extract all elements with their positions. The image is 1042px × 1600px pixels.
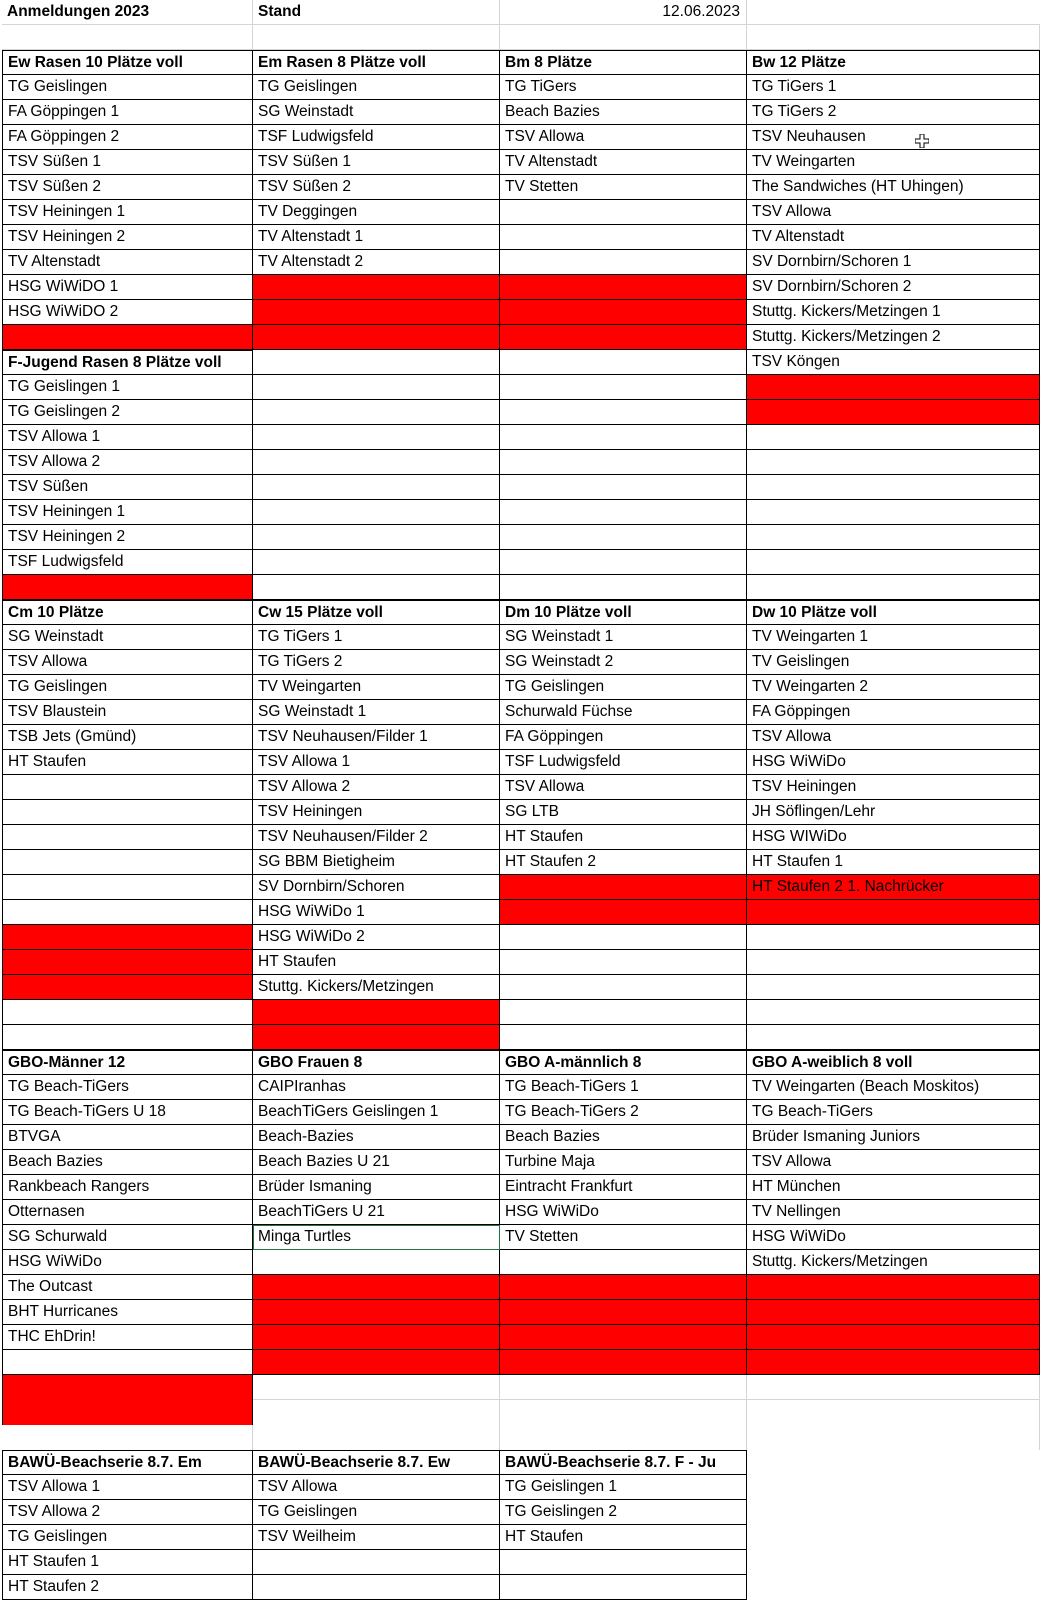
- team-entry[interactable]: TV Altenstadt: [747, 225, 1040, 250]
- empty-cell[interactable]: [747, 925, 1040, 950]
- empty-cell[interactable]: [2, 875, 253, 900]
- team-entry[interactable]: Beach Bazies U 21: [253, 1150, 500, 1175]
- empty-cell[interactable]: [500, 1400, 747, 1425]
- empty-cell[interactable]: [747, 0, 1040, 25]
- team-entry[interactable]: Beach-Bazies: [253, 1125, 500, 1150]
- empty-cell[interactable]: [747, 500, 1040, 525]
- team-entry[interactable]: TV Weingarten 1: [747, 625, 1040, 650]
- team-entry[interactable]: TG Geislingen 2: [2, 400, 253, 425]
- empty-cell[interactable]: [747, 25, 1040, 50]
- team-entry[interactable]: Schurwald Füchse: [500, 700, 747, 725]
- team-entry[interactable]: TSV Allowa: [747, 1150, 1040, 1175]
- team-entry[interactable]: TG Geislingen 2: [500, 1500, 747, 1525]
- empty-cell[interactable]: [500, 450, 747, 475]
- team-entry[interactable]: Otternasen: [2, 1200, 253, 1225]
- team-entry[interactable]: THC EhDrin!: [2, 1325, 253, 1350]
- empty-cell[interactable]: [2, 1000, 253, 1025]
- sheet-title[interactable]: Anmeldungen 2023: [2, 0, 253, 25]
- team-entry[interactable]: TV Stetten: [500, 1225, 747, 1250]
- team-entry[interactable]: HT Staufen: [2, 750, 253, 775]
- empty-cell[interactable]: [253, 1425, 500, 1450]
- team-entry[interactable]: HSG WiWiDO 2: [2, 300, 253, 325]
- team-entry[interactable]: HSG WiWiDo: [747, 750, 1040, 775]
- team-entry[interactable]: TSV Heiningen 1: [2, 500, 253, 525]
- empty-cell[interactable]: [747, 1425, 1040, 1450]
- team-entry[interactable]: JH Söflingen/Lehr: [747, 800, 1040, 825]
- empty-cell[interactable]: [2, 1425, 253, 1450]
- empty-cell[interactable]: [500, 1550, 747, 1575]
- empty-cell[interactable]: [500, 975, 747, 1000]
- team-entry[interactable]: TV Altenstadt: [2, 250, 253, 275]
- team-entry[interactable]: FA Göppingen 2: [2, 125, 253, 150]
- team-entry[interactable]: TG Geislingen 1: [500, 1475, 747, 1500]
- section-header-gbo_frauen[interactable]: GBO Frauen 8: [253, 1050, 500, 1075]
- team-entry[interactable]: TG TiGers 1: [253, 625, 500, 650]
- empty-cell[interactable]: [500, 1000, 747, 1025]
- team-entry[interactable]: SV Dornbirn/Schoren 2: [747, 275, 1040, 300]
- team-entry[interactable]: TSV Heiningen 2: [2, 525, 253, 550]
- team-entry[interactable]: SG Weinstadt 2: [500, 650, 747, 675]
- empty-cell[interactable]: [747, 1275, 1040, 1300]
- team-entry[interactable]: TG TiGers 2: [747, 100, 1040, 125]
- empty-cell[interactable]: [253, 1400, 500, 1425]
- team-entry[interactable]: TSV Heiningen 2: [2, 225, 253, 250]
- section-header-cw[interactable]: Cw 15 Plätze voll: [253, 600, 500, 625]
- empty-cell[interactable]: [747, 525, 1040, 550]
- team-entry[interactable]: HSG WiWiDo 2: [253, 925, 500, 950]
- team-entry[interactable]: TSV Allowa: [500, 125, 747, 150]
- empty-cell[interactable]: [253, 1000, 500, 1025]
- empty-cell[interactable]: [253, 1350, 500, 1375]
- team-entry[interactable]: HT Staufen 2: [500, 850, 747, 875]
- section-header-dm[interactable]: Dm 10 Plätze voll: [500, 600, 747, 625]
- team-entry[interactable]: HSG WiWiDo: [500, 1200, 747, 1225]
- team-entry[interactable]: TV Deggingen: [253, 200, 500, 225]
- empty-cell[interactable]: [253, 425, 500, 450]
- team-entry[interactable]: TSV Allowa 1: [2, 1475, 253, 1500]
- team-entry[interactable]: Beach Bazies: [500, 100, 747, 125]
- empty-cell[interactable]: [747, 375, 1040, 400]
- empty-cell[interactable]: [500, 875, 747, 900]
- empty-cell[interactable]: [253, 1250, 500, 1275]
- team-entry[interactable]: TSV Heiningen: [747, 775, 1040, 800]
- section-header-bawue_f[interactable]: BAWÜ-Beachserie 8.7. F - Ju: [500, 1450, 747, 1475]
- empty-cell[interactable]: [500, 575, 747, 600]
- team-entry[interactable]: TSV Neuhausen: [747, 125, 1040, 150]
- empty-cell[interactable]: [253, 1375, 500, 1400]
- empty-cell[interactable]: [2, 325, 253, 350]
- empty-cell[interactable]: [253, 1300, 500, 1325]
- empty-cell[interactable]: [253, 1025, 500, 1050]
- team-entry[interactable]: Minga Turtles: [253, 1225, 500, 1250]
- empty-cell[interactable]: [500, 475, 747, 500]
- team-entry[interactable]: TSV Blaustein: [2, 700, 253, 725]
- empty-cell[interactable]: [500, 200, 747, 225]
- waitlist-entry[interactable]: HT Staufen 2 1. Nachrücker: [747, 875, 1040, 900]
- team-entry[interactable]: Turbine Maja: [500, 1150, 747, 1175]
- team-entry[interactable]: The Outcast: [2, 1275, 253, 1300]
- team-entry[interactable]: Beach Bazies: [2, 1150, 253, 1175]
- team-entry[interactable]: HSG WiWiDo: [747, 1225, 1040, 1250]
- empty-cell[interactable]: [500, 250, 747, 275]
- empty-cell[interactable]: [747, 1400, 1040, 1425]
- empty-cell[interactable]: [747, 900, 1040, 925]
- team-entry[interactable]: HT Staufen: [500, 1525, 747, 1550]
- empty-cell[interactable]: [253, 1325, 500, 1350]
- section-header-ew_rasen[interactable]: Ew Rasen 10 Plätze voll: [2, 50, 253, 75]
- team-entry[interactable]: TV Altenstadt 2: [253, 250, 500, 275]
- team-entry[interactable]: TG Geislingen: [253, 1500, 500, 1525]
- section-header-bawue_em[interactable]: BAWÜ-Beachserie 8.7. Em: [2, 1450, 253, 1475]
- team-entry[interactable]: SG BBM Bietigheim: [253, 850, 500, 875]
- team-entry[interactable]: TV Altenstadt: [500, 150, 747, 175]
- team-entry[interactable]: TSV Allowa: [747, 725, 1040, 750]
- team-entry[interactable]: TSV Allowa: [2, 650, 253, 675]
- empty-cell[interactable]: [500, 900, 747, 925]
- team-entry[interactable]: TV Stetten: [500, 175, 747, 200]
- empty-cell[interactable]: [500, 225, 747, 250]
- empty-cell[interactable]: [500, 1025, 747, 1050]
- team-entry[interactable]: Stuttg. Kickers/Metzingen: [253, 975, 500, 1000]
- section-header-f_jugend[interactable]: F-Jugend Rasen 8 Plätze voll: [2, 350, 253, 375]
- team-entry[interactable]: FA Göppingen 1: [2, 100, 253, 125]
- team-entry[interactable]: HT Staufen 1: [747, 850, 1040, 875]
- team-entry[interactable]: FA Göppingen: [500, 725, 747, 750]
- empty-cell[interactable]: [2, 1350, 253, 1375]
- empty-cell[interactable]: [500, 275, 747, 300]
- team-entry[interactable]: TSF Ludwigsfeld: [2, 550, 253, 575]
- empty-cell[interactable]: [500, 1325, 747, 1350]
- team-entry[interactable]: TSV Allowa 1: [2, 425, 253, 450]
- empty-cell[interactable]: [500, 375, 747, 400]
- empty-cell[interactable]: [2, 1025, 253, 1050]
- empty-cell[interactable]: [253, 550, 500, 575]
- section-header-dw[interactable]: Dw 10 Plätze voll: [747, 600, 1040, 625]
- team-entry[interactable]: SG Weinstadt 1: [500, 625, 747, 650]
- empty-cell[interactable]: [2, 950, 253, 975]
- empty-cell[interactable]: [253, 500, 500, 525]
- team-entry[interactable]: TSV Allowa 2: [2, 450, 253, 475]
- team-entry[interactable]: SV Dornbirn/Schoren: [253, 875, 500, 900]
- cursor-crosshair-icon: [915, 134, 929, 148]
- team-entry[interactable]: SV Dornbirn/Schoren 1: [747, 250, 1040, 275]
- empty-cell[interactable]: [500, 525, 747, 550]
- team-entry[interactable]: Brüder Ismaning: [253, 1175, 500, 1200]
- empty-cell[interactable]: [500, 300, 747, 325]
- team-entry[interactable]: TV Weingarten 2: [747, 675, 1040, 700]
- section-header-bw[interactable]: Bw 12 Plätze: [747, 50, 1040, 75]
- team-entry[interactable]: HT München: [747, 1175, 1040, 1200]
- team-entry[interactable]: TG Geislingen: [2, 675, 253, 700]
- team-entry[interactable]: TSV Süßen 2: [2, 175, 253, 200]
- team-entry[interactable]: Eintracht Frankfurt: [500, 1175, 747, 1200]
- empty-cell[interactable]: [500, 925, 747, 950]
- team-entry[interactable]: TSF Ludwigsfeld: [500, 750, 747, 775]
- full-marker[interactable]: [2, 1375, 253, 1425]
- team-entry[interactable]: TV Altenstadt 1: [253, 225, 500, 250]
- empty-cell[interactable]: [500, 1375, 747, 1400]
- empty-cell[interactable]: [253, 575, 500, 600]
- team-entry[interactable]: TSV Süßen 2: [253, 175, 500, 200]
- empty-cell[interactable]: [747, 950, 1040, 975]
- empty-cell[interactable]: [500, 1425, 747, 1450]
- team-entry[interactable]: TV Geislingen: [747, 650, 1040, 675]
- empty-cell[interactable]: [500, 25, 747, 50]
- empty-cell[interactable]: [500, 950, 747, 975]
- team-entry[interactable]: Rankbeach Rangers: [2, 1175, 253, 1200]
- section-header-em_rasen[interactable]: Em Rasen 8 Plätze voll: [253, 50, 500, 75]
- empty-cell[interactable]: [500, 325, 747, 350]
- team-entry[interactable]: TSV Heiningen 1: [2, 200, 253, 225]
- empty-cell[interactable]: [747, 400, 1040, 425]
- team-entry[interactable]: TG Beach-TiGers: [747, 1100, 1040, 1125]
- empty-cell[interactable]: [2, 975, 253, 1000]
- team-entry[interactable]: SG Weinstadt 1: [253, 700, 500, 725]
- team-entry[interactable]: Stuttg. Kickers/Metzingen 1: [747, 300, 1040, 325]
- team-entry[interactable]: TSV Allowa 2: [2, 1500, 253, 1525]
- empty-cell[interactable]: [500, 550, 747, 575]
- team-entry[interactable]: TG Geislingen 1: [2, 375, 253, 400]
- empty-cell[interactable]: [2, 925, 253, 950]
- team-entry[interactable]: SG LTB: [500, 800, 747, 825]
- team-entry[interactable]: CAIPIranhas: [253, 1075, 500, 1100]
- empty-cell[interactable]: [747, 550, 1040, 575]
- empty-cell[interactable]: [253, 1575, 500, 1600]
- empty-cell[interactable]: [2, 800, 253, 825]
- empty-cell[interactable]: [2, 900, 253, 925]
- empty-cell[interactable]: [253, 400, 500, 425]
- team-entry[interactable]: HT Staufen: [253, 950, 500, 975]
- empty-cell[interactable]: [747, 575, 1040, 600]
- team-entry[interactable]: BeachTiGers Geislingen 1: [253, 1100, 500, 1125]
- empty-cell[interactable]: [500, 1300, 747, 1325]
- empty-cell[interactable]: [747, 1375, 1040, 1400]
- team-entry[interactable]: TSV Süßen: [2, 475, 253, 500]
- team-entry[interactable]: TG Beach-TiGers: [2, 1075, 253, 1100]
- team-entry[interactable]: TSV Süßen 1: [253, 150, 500, 175]
- team-entry[interactable]: TG TiGers 1: [747, 75, 1040, 100]
- empty-cell[interactable]: [747, 475, 1040, 500]
- team-entry[interactable]: BTVGA: [2, 1125, 253, 1150]
- empty-cell[interactable]: [500, 425, 747, 450]
- section-header-gbo_a_w[interactable]: GBO A-weiblich 8 voll: [747, 1050, 1040, 1075]
- team-entry[interactable]: TSB Jets (Gmünd): [2, 725, 253, 750]
- team-entry[interactable]: TG Beach-TiGers 1: [500, 1075, 747, 1100]
- team-entry[interactable]: TSF Ludwigsfeld: [253, 125, 500, 150]
- team-entry[interactable]: FA Göppingen: [747, 700, 1040, 725]
- team-entry[interactable]: TG Geislingen: [2, 75, 253, 100]
- team-entry[interactable]: SG Weinstadt: [253, 100, 500, 125]
- team-entry[interactable]: TV Weingarten: [747, 150, 1040, 175]
- section-header-bm[interactable]: Bm 8 Plätze: [500, 50, 747, 75]
- team-entry[interactable]: Stuttg. Kickers/Metzingen 2: [747, 325, 1040, 350]
- empty-cell[interactable]: [747, 1000, 1040, 1025]
- section-header-gbo_maenner[interactable]: GBO-Männer 12: [2, 1050, 253, 1075]
- team-entry[interactable]: TSV Süßen 1: [2, 150, 253, 175]
- team-entry[interactable]: The Sandwiches (HT Uhingen): [747, 175, 1040, 200]
- team-entry[interactable]: SG Schurwald: [2, 1225, 253, 1250]
- empty-cell[interactable]: [253, 25, 500, 50]
- empty-cell[interactable]: [500, 350, 747, 375]
- team-entry[interactable]: HSG WIWiDo: [747, 825, 1040, 850]
- empty-cell[interactable]: [2, 775, 253, 800]
- empty-cell[interactable]: [253, 300, 500, 325]
- empty-cell[interactable]: [2, 25, 253, 50]
- empty-cell[interactable]: [253, 325, 500, 350]
- empty-cell[interactable]: [747, 1300, 1040, 1325]
- empty-cell[interactable]: [500, 400, 747, 425]
- team-entry[interactable]: TSV Heiningen: [253, 800, 500, 825]
- team-entry[interactable]: HSG WiWiDo: [2, 1250, 253, 1275]
- team-entry[interactable]: Beach Bazies: [500, 1125, 747, 1150]
- empty-cell[interactable]: [2, 850, 253, 875]
- empty-cell[interactable]: [500, 500, 747, 525]
- empty-cell[interactable]: [2, 825, 253, 850]
- team-entry[interactable]: TG Geislingen: [253, 75, 500, 100]
- empty-cell[interactable]: [2, 575, 253, 600]
- team-entry[interactable]: BeachTiGers U 21: [253, 1200, 500, 1225]
- team-entry[interactable]: BHT Hurricanes: [2, 1300, 253, 1325]
- team-entry[interactable]: SG Weinstadt: [2, 625, 253, 650]
- empty-cell[interactable]: [500, 1575, 747, 1600]
- team-entry[interactable]: TV Nellingen: [747, 1200, 1040, 1225]
- team-entry[interactable]: TG Geislingen: [2, 1525, 253, 1550]
- stand-label[interactable]: Stand: [253, 0, 500, 25]
- team-entry[interactable]: TG TiGers 2: [253, 650, 500, 675]
- team-entry[interactable]: TSV Neuhausen/Filder 1: [253, 725, 500, 750]
- team-entry[interactable]: TV Weingarten (Beach Moskitos): [747, 1075, 1040, 1100]
- team-entry[interactable]: HT Staufen 1: [2, 1550, 253, 1575]
- empty-cell[interactable]: [253, 525, 500, 550]
- team-entry[interactable]: TG Geislingen: [500, 675, 747, 700]
- team-entry[interactable]: TV Weingarten: [253, 675, 500, 700]
- empty-cell[interactable]: [747, 1325, 1040, 1350]
- empty-cell[interactable]: [747, 975, 1040, 1000]
- section-header-bawue_ew[interactable]: BAWÜ-Beachserie 8.7. Ew: [253, 1450, 500, 1475]
- empty-cell[interactable]: [500, 1350, 747, 1375]
- team-entry[interactable]: TG TiGers: [500, 75, 747, 100]
- empty-cell[interactable]: [500, 1275, 747, 1300]
- team-entry[interactable]: TSV Allowa 2: [253, 775, 500, 800]
- empty-cell[interactable]: [253, 375, 500, 400]
- empty-cell[interactable]: [500, 1250, 747, 1275]
- empty-cell[interactable]: [253, 450, 500, 475]
- stand-date[interactable]: 12.06.2023: [500, 0, 747, 25]
- empty-cell[interactable]: [253, 275, 500, 300]
- empty-cell[interactable]: [253, 1550, 500, 1575]
- team-entry[interactable]: TSV Köngen: [747, 350, 1040, 375]
- team-entry[interactable]: Brüder Ismaning Juniors: [747, 1125, 1040, 1150]
- section-header-gbo_a_m[interactable]: GBO A-männlich 8: [500, 1050, 747, 1075]
- empty-cell[interactable]: [747, 450, 1040, 475]
- team-entry[interactable]: HT Staufen: [500, 825, 747, 850]
- empty-cell[interactable]: [253, 1275, 500, 1300]
- team-entry[interactable]: TG Beach-TiGers U 18: [2, 1100, 253, 1125]
- team-entry[interactable]: TSV Allowa: [253, 1475, 500, 1500]
- team-entry[interactable]: TSV Allowa: [747, 200, 1040, 225]
- team-entry[interactable]: HSG WiWiDo 1: [253, 900, 500, 925]
- team-entry[interactable]: TSV Neuhausen/Filder 2: [253, 825, 500, 850]
- team-entry[interactable]: TSV Allowa 1: [253, 750, 500, 775]
- empty-cell[interactable]: [747, 425, 1040, 450]
- section-header-cm[interactable]: Cm 10 Plätze: [2, 600, 253, 625]
- team-entry[interactable]: TSV Weilheim: [253, 1525, 500, 1550]
- empty-cell[interactable]: [253, 350, 500, 375]
- team-entry[interactable]: TSV Allowa: [500, 775, 747, 800]
- empty-cell[interactable]: [747, 1350, 1040, 1375]
- team-entry[interactable]: HT Staufen 2: [2, 1575, 253, 1600]
- team-entry[interactable]: TG Beach-TiGers 2: [500, 1100, 747, 1125]
- empty-cell[interactable]: [253, 475, 500, 500]
- empty-cell[interactable]: [747, 1025, 1040, 1050]
- team-entry[interactable]: Stuttg. Kickers/Metzingen: [747, 1250, 1040, 1275]
- team-entry[interactable]: HSG WiWiDO 1: [2, 275, 253, 300]
